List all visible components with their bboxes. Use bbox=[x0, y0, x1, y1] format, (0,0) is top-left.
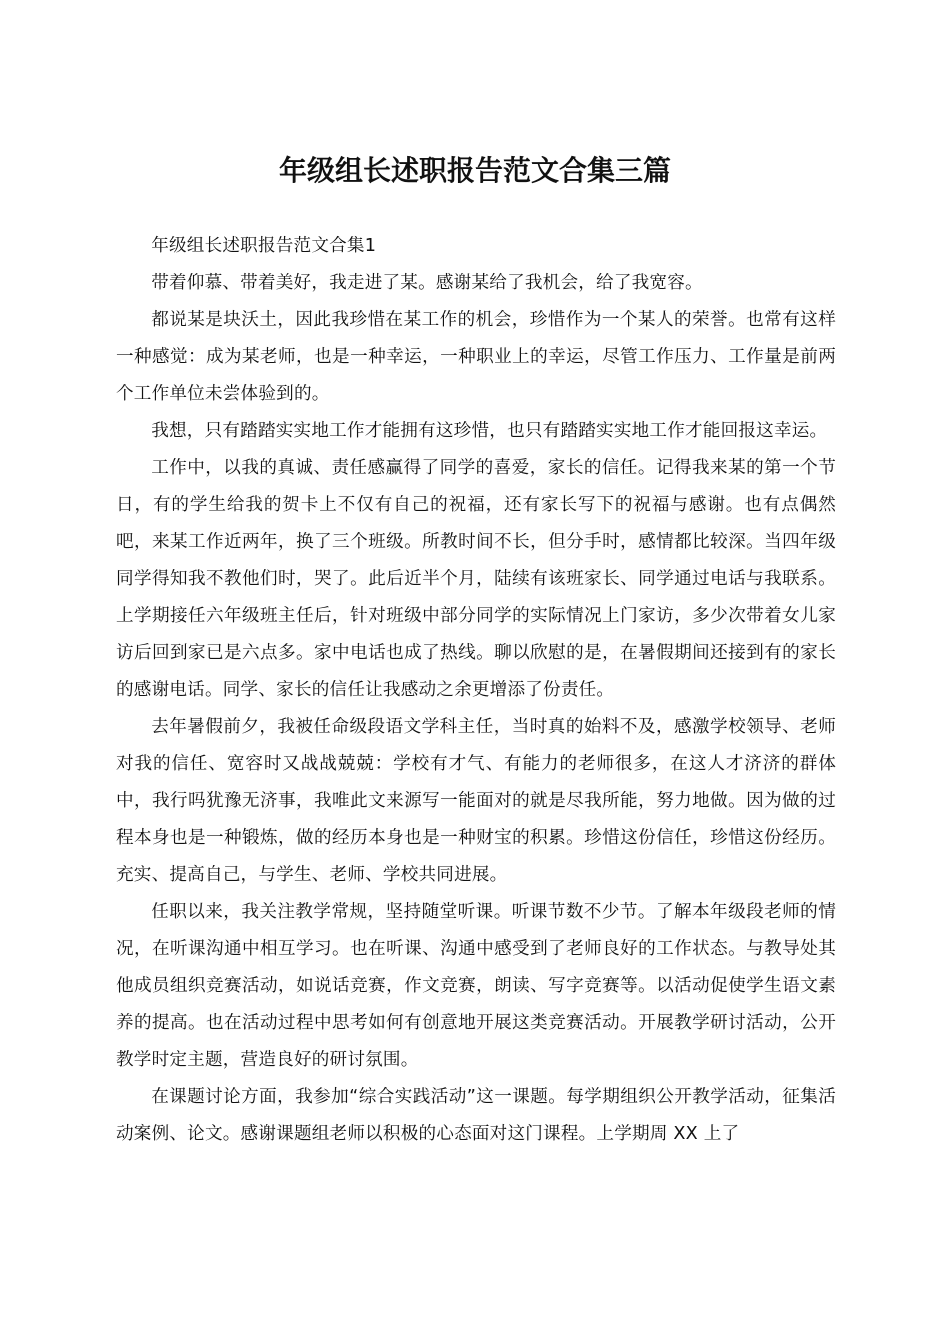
document-body bbox=[116, 228, 836, 1153]
document-title: 年级组长述职报告范文合集三篇 bbox=[278, 153, 671, 187]
paragraph: 任职以来，我关注教学常规，坚持随堂听课。听课节数不少节。了解本年级段老师的情况，在听课沟通中相互学习。也在听课、沟通中感受到了老师良好的工作状态。与教导处其他成员组织竞赛活动，如说话竞赛，作文竞赛，朗读、写字竞赛等。以活动促使学生语文素养的提高。也在活动过程中思考如何有创意地开展这类竞赛活动。开展教学研讨活动，公开教学时定主题，营造良好的研讨氛围。 bbox=[116, 902, 836, 1070]
paragraph: 去年暑假前夕，我被任命级段语文学科主任，当时真的始料不及，感激学校领导、老师对我的信任、宽容时又战战兢兢：学校有才气、有能力的老师很多，在这人才济济的群体中，我行吗犹豫无济事，我唯此文来源写一能面对的就是尽我所能，努力地做。因为做的过程本身也是一种锻炼，做的经历本身也是一种财宝的积累。珍惜这份信任，珍惜这份经历。充实、提高自己，与学生、老师、学校共同进展。 bbox=[116, 717, 836, 885]
section-heading: 年级组长述职报告范文合集1 bbox=[151, 236, 377, 256]
paragraph: 都说某是块沃土，因此我珍惜在某工作的机会，珍惜作为一个某人的荣誉。也常有这样一种感觉：成为某老师，也是一种幸运，一种职业上的幸运，尽管工作压力、工作量是前两个工作单位未尝体验到的。 bbox=[116, 310, 836, 404]
paragraph: 在课题讨论方面，我参加“综合实践活动”这一课题。每学期组织公开教学活动，征集活动案例、论文。感谢课题组老师以积极的心态面对这门课程。上学期周 XX 上了 bbox=[116, 1087, 836, 1144]
paragraph: 工作中，以我的真诚、责任感赢得了同学的喜爱，家长的信任。记得我来某的第一个节日，有的学生给我的贺卡上不仅有自己的祝福，还有家长写下的祝福与感谢。也有点偶然吧，来某工作近两年，换了三个班级。所教时间不长，但分手时，感情都比较深。当四年级同学得知我不教他们时，哭了。此后近半个月，陆续有该班家长、同学通过电话与我联系。上学期接任六年级班主任后，针对班级中部分同学的实际情况上门家访，多少次带着女儿家访后回到家已是六点多。家中电话也成了热线。聊以欣慰的是，在暑假期间还接到有的家长的感谢电话。同学、家长的信任让我感动之余更增添了份责任。 bbox=[116, 458, 836, 700]
paragraph: 带着仰慕、带着美好，我走进了某。感谢某给了我机会，给了我宽容。 bbox=[151, 273, 703, 293]
paragraph: 我想，只有踏踏实实地工作才能拥有这珍惜，也只有踏踏实实地工作才能回报这幸运。 bbox=[151, 421, 828, 441]
